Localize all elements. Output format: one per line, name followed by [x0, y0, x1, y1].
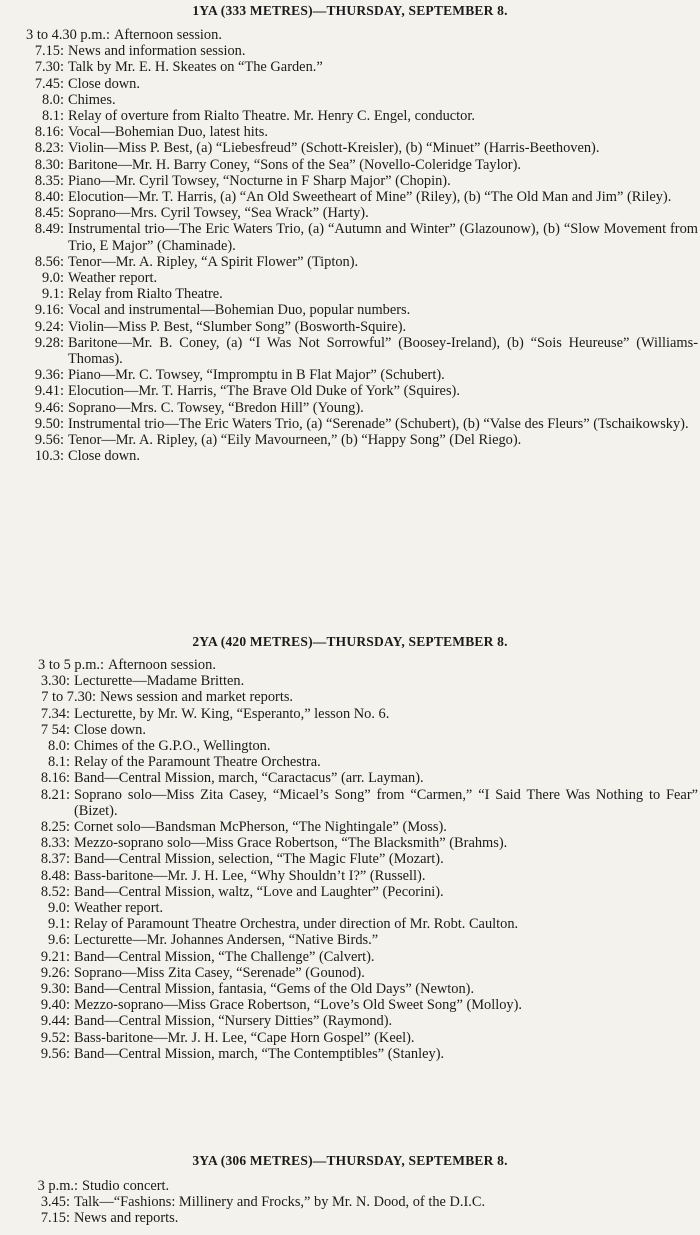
- program-entry: [0, 754, 700, 770]
- entry-text: Bass-baritone—Mr. J. H. Lee, “Cape Horn Gospel” (Keel).: [74, 1029, 415, 1046]
- entry-text: Band—Central Mission, “Nursery Ditties” (Raymond).: [74, 1013, 393, 1030]
- entry-text: Close down.: [74, 721, 146, 738]
- entry-time: 8.0:: [42, 91, 64, 108]
- program-entry: [0, 59, 700, 75]
- program-entry: [0, 787, 700, 819]
- entry-time: 3.30:: [40, 673, 70, 690]
- program-entry: [0, 835, 700, 851]
- program-entry: [0, 868, 700, 884]
- entry-text: Elocution—Mr. T. Harris, (a) “An Old Sweetheart of Mine” (Riley), (b) “The Old Man and Jim” (Riley).: [68, 189, 672, 206]
- entry-text: Weather report.: [74, 900, 164, 917]
- entry-text: Studio concert.: [82, 1178, 170, 1194]
- program-entry: [0, 1013, 700, 1029]
- program-entry: [0, 900, 700, 916]
- program-entry: [0, 383, 700, 399]
- schedule-2ya: [0, 657, 700, 1062]
- schedule-1ya: [0, 27, 700, 464]
- program-entry: [0, 92, 700, 108]
- entry-text: Tenor—Mr. A. Ripley, (a) “Eily Mavourneen,” (b) “Happy Song” (Del Riego).: [68, 432, 522, 449]
- program-entry: [0, 124, 700, 140]
- program-entry: [0, 76, 700, 92]
- program-entry: [0, 173, 700, 189]
- entry-text: Lecturette, by Mr. W. King, “Esperanto,” lesson No. 6.: [74, 705, 390, 722]
- program-entry: [0, 673, 700, 689]
- entry-time: 10.3:: [34, 448, 64, 465]
- entry-time: 9.50:: [34, 415, 64, 432]
- schedule-3ya: [0, 1178, 700, 1227]
- program-entry: [0, 819, 700, 835]
- entry-time: 3 to 5 p.m.:: [38, 657, 104, 673]
- entry-text: Soprano—Miss Zita Casey, “Serenade” (Gounod).: [74, 964, 365, 981]
- program-entry: [0, 884, 700, 900]
- entry-time: 9.56:: [40, 1045, 70, 1062]
- entry-time: 9.56:: [34, 432, 64, 449]
- program-entry: [0, 997, 700, 1013]
- entry-text: Vocal and instrumental—Bohemian Duo, popular numbers.: [68, 302, 411, 319]
- entry-time: 8.49:: [34, 221, 64, 238]
- entry-time: 3.45:: [40, 1194, 70, 1211]
- entry-text: Talk by Mr. E. H. Skeates on “The Garden.”: [68, 59, 323, 76]
- entry-text: Lecturette—Mr. Johannes Andersen, “Native Birds.”: [74, 932, 379, 949]
- program-entry: [0, 319, 700, 335]
- program-entry: [0, 157, 700, 173]
- entry-text: Instrumental trio—The Eric Waters Trio, (a) “Serenade” (Schubert), (b) “Valse des Fleurs” (Tschaikowsky).: [68, 415, 689, 432]
- program-entry: [0, 254, 700, 270]
- program-entry: [0, 1194, 700, 1210]
- entry-time: 8.40:: [34, 189, 64, 206]
- entry-text: Band—Central Mission, selection, “The Magic Flute” (Mozart).: [74, 851, 444, 868]
- entry-time: 9.24:: [34, 318, 64, 335]
- program-entry: [0, 432, 700, 448]
- program-entry: [0, 286, 700, 302]
- entry-text: Relay of the Paramount Theatre Orchestra.: [74, 754, 321, 771]
- entry-text: Band—Central Mission, march, “The Contemptibles” (Stanley).: [74, 1045, 445, 1062]
- entry-text: Lecturette—Madame Britten.: [74, 673, 245, 690]
- entry-text: Instrumental trio—The Eric Waters Trio, (a) “Autumn and Winter” (Glazounow), (b) “Slow Movement from Trio, E Major” (Chaminade).: [68, 221, 698, 254]
- entry-time: 7.15:: [34, 43, 64, 60]
- entry-time: 7.15:: [40, 1210, 70, 1227]
- program-entry: [0, 27, 700, 43]
- program-entry: [0, 108, 700, 124]
- entry-text: Relay of overture from Rialto Theatre. Mr. Henry C. Engel, conductor.: [68, 108, 475, 125]
- program-entry: [0, 657, 700, 673]
- program-entry: [0, 367, 700, 383]
- program-entry: [0, 43, 700, 59]
- entry-time: 9.40:: [40, 997, 70, 1014]
- entry-time: 8.0:: [48, 738, 70, 755]
- entry-text: Bass-baritone—Mr. J. H. Lee, “Why Shouldn’t I?” (Russell).: [74, 867, 426, 884]
- program-entry: [0, 416, 700, 432]
- entry-text: Band—Central Mission, fantasia, “Gems of the Old Days” (Newton).: [74, 981, 475, 998]
- entry-time: 8.1:: [48, 754, 70, 771]
- program-entry: [0, 270, 700, 286]
- program-entry: [0, 981, 700, 997]
- entry-time: 9.46:: [34, 399, 64, 416]
- program-entry: [0, 302, 700, 318]
- program-entry: [0, 949, 700, 965]
- entry-time: 8.56:: [34, 253, 64, 270]
- entry-time: 9.28:: [34, 334, 64, 351]
- entry-text: Cornet solo—Bandsman McPherson, “The Nightingale” (Moss).: [74, 819, 447, 836]
- entry-time: 7.45:: [34, 75, 64, 92]
- program-entry: [0, 1210, 700, 1226]
- entry-time: 8.52:: [40, 883, 70, 900]
- entry-text: Elocution—Mr. T. Harris, “The Brave Old Duke of York” (Squires).: [68, 383, 460, 400]
- entry-time: 8.16:: [34, 124, 64, 141]
- entry-time: 8.23:: [34, 140, 64, 157]
- program-entry: [0, 335, 700, 367]
- entry-text: Violin—Miss P. Best, “Slumber Song” (Bosworth-Squire).: [68, 318, 407, 335]
- entry-text: Relay from Rialto Theatre.: [68, 286, 223, 303]
- entry-time: 8.48:: [40, 867, 70, 884]
- entry-time: 9.36:: [34, 367, 64, 384]
- entry-time: 8.30:: [34, 156, 64, 173]
- program-entry: [0, 689, 700, 705]
- program-entry: [0, 1030, 700, 1046]
- program-entry: [0, 221, 700, 253]
- entry-time: 8.45:: [34, 205, 64, 222]
- entry-text: Piano—Mr. Cyril Towsey, “Nocturne in F Sharp Major” (Chopin).: [68, 172, 451, 189]
- entry-time: 9.30:: [40, 981, 70, 998]
- entry-time: 9.52:: [40, 1029, 70, 1046]
- entry-text: Afternoon session.: [108, 657, 216, 673]
- entry-time: 8.33:: [40, 835, 70, 852]
- section-heading-3ya: 3YA (306 METRES)—THURSDAY, SEPTEMBER 8.: [192, 1153, 508, 1168]
- program-entry: [0, 400, 700, 416]
- program-entry: [0, 770, 700, 786]
- program-entry: [0, 916, 700, 932]
- entry-time: 8.21:: [40, 786, 70, 803]
- program-entry: [0, 448, 700, 464]
- entry-time: 8.37:: [40, 851, 70, 868]
- entry-text: Band—Central Mission, march, “Caractacus” (arr. Layman).: [74, 770, 424, 787]
- entry-text: Soprano solo—Miss Zita Casey, “Micael’s Song” from “Carmen,” “I Said There Was Nothing to Fear” (Bizet).: [74, 786, 698, 819]
- entry-text: Band—Central Mission, “The Challenge” (Calvert).: [74, 948, 375, 965]
- entry-time: 9.16:: [34, 302, 64, 319]
- entry-time: 9.21:: [40, 948, 70, 965]
- entry-time: 9.6:: [48, 932, 70, 949]
- program-entry: [0, 1046, 700, 1062]
- program-entry: [0, 851, 700, 867]
- entry-text: Mezzo-soprano solo—Miss Grace Robertson, “The Blacksmith” (Brahms).: [74, 835, 508, 852]
- entry-text: Afternoon session.: [114, 27, 222, 43]
- entry-text: Soprano—Mrs. Cyril Towsey, “Sea Wrack” (Harty).: [68, 205, 369, 222]
- entry-text: Talk—“Fashions: Millinery and Frocks,” by Mr. N. Dood, of the D.I.C.: [74, 1194, 486, 1211]
- entry-time: 7.30:: [34, 59, 64, 76]
- entry-text: Soprano—Mrs. C. Towsey, “Bredon Hill” (Young).: [68, 399, 364, 416]
- entry-time: 9.1:: [42, 286, 64, 303]
- program-entry: [0, 1178, 700, 1194]
- entry-time: 3 to 4.30 p.m.:: [26, 27, 110, 43]
- entry-time: 8.1:: [42, 108, 64, 125]
- entry-text: Tenor—Mr. A. Ripley, “A Spirit Flower” (Tipton).: [68, 253, 359, 270]
- entry-time: 9.1:: [48, 916, 70, 933]
- entry-text: Band—Central Mission, waltz, “Love and Laughter” (Pecorini).: [74, 883, 444, 900]
- entry-time: 9.44:: [40, 1013, 70, 1030]
- entry-time: 3 p.m.:: [37, 1178, 78, 1194]
- entry-text: News and information session.: [68, 43, 246, 60]
- entry-text: News session and market reports.: [100, 689, 294, 706]
- entry-time: 7 to 7.30:: [41, 689, 96, 706]
- entry-text: Vocal—Bohemian Duo, latest hits.: [68, 124, 268, 141]
- program-entry: [0, 722, 700, 738]
- entry-text: Chimes of the G.P.O., Wellington.: [74, 738, 271, 755]
- entry-text: Baritone—Mr. H. Barry Coney, “Sons of the Sea” (Novello-Coleridge Taylor).: [68, 156, 521, 173]
- program-entry: [0, 140, 700, 156]
- program-entry: [0, 932, 700, 948]
- entry-text: Piano—Mr. C. Towsey, “Impromptu in B Flat Major” (Schubert).: [68, 367, 445, 384]
- entry-text: Close down.: [68, 75, 140, 92]
- entry-time: 7.34:: [40, 705, 70, 722]
- program-entry: [0, 706, 700, 722]
- entry-time: 8.25:: [40, 819, 70, 836]
- entry-time: 7 54:: [40, 721, 70, 738]
- program-entry: [0, 205, 700, 221]
- entry-text: Close down.: [68, 448, 140, 465]
- entry-text: Baritone—Mr. B. Coney, (a) “I Was Not Sorrowful” (Boosey-Ireland), (b) “Sois Heureuse” (Williams-Thomas).: [68, 334, 698, 368]
- entry-text: Violin—Miss P. Best, (a) “Liebesfreud” (Schott-Kreisler), (b) “Minuet” (Harris-Beethoven).: [68, 140, 600, 157]
- program-entry: [0, 965, 700, 981]
- entry-time: 8.16:: [40, 770, 70, 787]
- entry-text: Weather report.: [68, 270, 158, 287]
- entry-text: Chimes.: [68, 91, 116, 108]
- entry-text: Relay of Paramount Theatre Orchestra, under direction of Mr. Robt. Caulton.: [74, 916, 519, 933]
- entry-time: 9.0:: [48, 900, 70, 917]
- program-entry: [0, 189, 700, 205]
- entry-time: 9.26:: [40, 964, 70, 981]
- section-heading-2ya: 2YA (420 METRES)—THURSDAY, SEPTEMBER 8.: [192, 634, 508, 649]
- program-entry: [0, 738, 700, 754]
- entry-time: 9.41:: [34, 383, 64, 400]
- entry-text: Mezzo-soprano—Miss Grace Robertson, “Love’s Old Sweet Song” (Molloy).: [74, 997, 523, 1014]
- entry-time: 9.0:: [42, 270, 64, 287]
- entry-time: 8.35:: [34, 172, 64, 189]
- entry-text: News and reports.: [74, 1210, 179, 1227]
- section-heading-1ya: 1YA (333 METRES)—THURSDAY, SEPTEMBER 8.: [192, 3, 508, 18]
